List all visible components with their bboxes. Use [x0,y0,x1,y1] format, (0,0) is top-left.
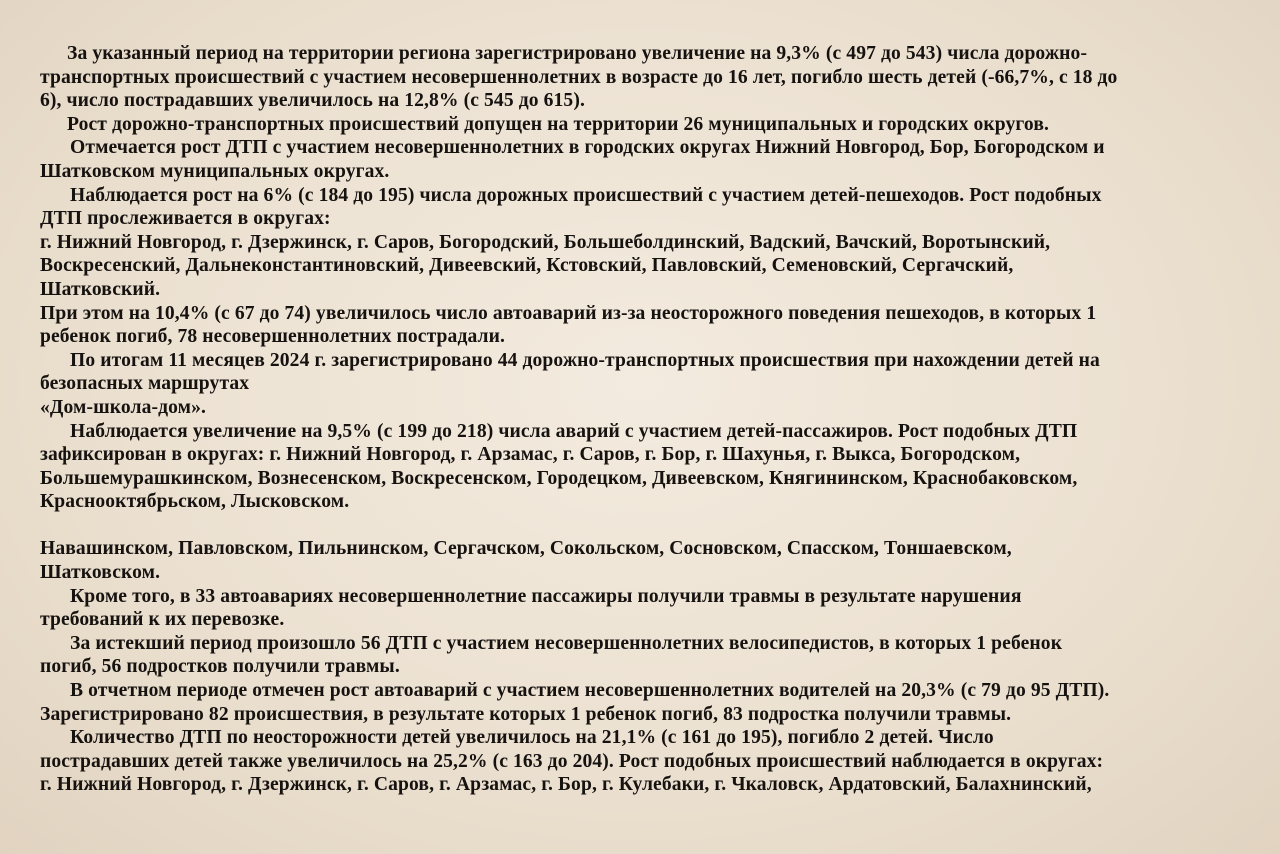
text-line: Кроме того, в 33 автоавариях несовершеннолетние пассажиры получили травмы в результате нарушения [70,585,1022,607]
text-line: Наблюдается рост на 6% (с 184 до 195) числа дорожных происшествий с участием детей-пешеходов. Рост подобных [70,184,1102,206]
text-line: Зарегистрировано 82 происшествия, в результате которых 1 ребенок погиб, 83 подростка получили травмы. [40,703,1012,725]
paragraph-gap [40,514,1250,538]
text-line: «Дом-школа-дом». [40,396,206,418]
text-line: 6), число пострадавших увеличилось на 12,8% (с 545 до 615). [40,90,585,112]
text-line: ДТП прослеживается в округах: [40,208,331,230]
text-line: Рост дорожно-транспортных происшествий допущен на территории 26 муниципальных и городских округов. [67,113,1049,135]
text-line: ребенок погиб, 78 несовершеннолетних пострадали. [40,326,506,348]
text-line: При этом на 10,4% (с 67 до 74) увеличилось число автоаварий из-за неосторожного поведения пешеходов, в которых 1 [40,302,1097,324]
text-line: В отчетном периоде отмечен рост автоаварий с участием несовершеннолетних водителей на 20,3% (с 79 до 95 ДТП). [70,680,1110,702]
text-line: транспортных происшествий с участием несовершеннолетних в возрасте до 16 лет, погибло шесть детей (-66,7%, с 18 до [40,66,1118,88]
text-line: Наблюдается увеличение на 9,5% (с 199 до 218) числа аварий с участием детей-пассажиров. Рост подобных ДТП [70,420,1078,442]
text-line: пострадавших детей также увеличилось на 25,2% (с 163 до 204). Рост подобных происшествий наблюдается в округах: [40,750,1104,772]
text-line: Шатковский. [40,278,161,300]
text-line: погиб, 56 подростков получили травмы. [40,656,400,678]
text-line: Воскресенский, Дальнеконстантиновский, Дивеевский, Кстовский, Павловский, Семеновский, Сергачский, [40,255,1014,277]
text-line: Навашинском, Павловском, Пильнинском, Сергачском, Сокольском, Сосновском, Спасском, Тоншаевском, [40,538,1012,560]
text-line: Шатковском. [40,562,161,584]
text-line: безопасных маршрутах [40,373,250,395]
text-line: г. Нижний Новгород, г. Дзержинск, г. Саров, Богородский, Большеболдинский, Вадский, Вачский, Воротынский, [40,231,1051,253]
text-line: Большемурашкинском, Вознесенском, Воскресенском, Городецком, Дивеевском, Княгининском, Краснобаковском, [40,467,1078,489]
text-line: Краснооктябрьском, Лысковском. [40,491,350,513]
text-line: требований к их перевозке. [40,609,285,631]
text-line: Отмечается рост ДТП с участием несовершеннолетних в городских округах Нижний Новгород, Бор, Богородском и [70,137,1105,159]
text-line: Количество ДТП по неосторожности детей увеличилось на 21,1% (с 161 до 195), погибло 2 детей. Число [70,727,994,749]
text-line: За истекший период произошло 56 ДТП с участием несовершеннолетних велосипедистов, в которых 1 ребенок [70,632,1063,654]
text-line: зафиксирован в округах: г. Нижний Новгород, г. Арзамас, г. Саров, г. Бор, г. Шахунья, г. Выкса, Богородском, [40,444,1021,466]
text-line: По итогам 11 месяцев 2024 г. зарегистрировано 44 дорожно-транспортных происшествия при нахождении детей на [70,349,1100,371]
text-line: За указанный период на территории региона зарегистрировано увеличение на 9,3% (с 497 до 543) числа дорожно- [67,43,1088,64]
text-line: г. Нижний Новгород, г. Дзержинск, г. Саров, г. Арзамас, г. Бор, г. Кулебаки, г. Чкаловск, Ардатовский, Балахнинский, [40,774,1092,796]
text-line: Шатковском муниципальных округах. [40,160,390,182]
